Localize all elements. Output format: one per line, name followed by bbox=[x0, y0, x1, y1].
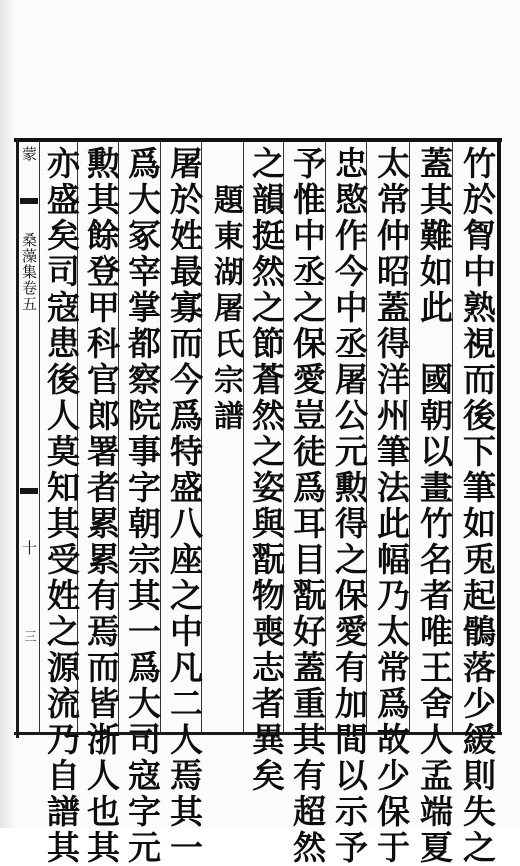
text-column-10: 勲其餘登甲科官郎署者累累有焉而皆浙人也其 bbox=[82, 146, 121, 866]
fishtail-mark-lower bbox=[20, 488, 38, 494]
margin-top-char: 蒙 bbox=[20, 146, 38, 162]
text-column-8: 屠於姓最寡而今爲特盛八座之中凡二人焉其一 bbox=[165, 146, 204, 866]
margin-bottom-char: 十 bbox=[20, 540, 38, 556]
page-gutter-shadow bbox=[0, 0, 16, 828]
text-column-11: 亦盛矣司寇患後人莫知其受姓之源流乃自譜其 bbox=[42, 146, 81, 866]
text-column-4: 忠愍作今中丞屠公元勲得之保愛有加間以示予 bbox=[330, 146, 369, 866]
text-column-9: 爲大冢宰掌都察院事字朝宗其一爲大司寇字元 bbox=[123, 146, 162, 866]
margin-section-title: 桑藻集卷五 bbox=[20, 232, 38, 312]
frame-right-border bbox=[497, 138, 501, 734]
text-column-2: 蓋其難如此 國朝以畫竹名者唯王舍人孟端夏 bbox=[415, 146, 454, 866]
text-column-3: 太常仲昭蓋得洋州筆法此幅乃太常爲故少保于 bbox=[372, 146, 411, 866]
page-number-mark: 三 bbox=[23, 630, 37, 642]
text-column-1: 竹於胷中熟視而後下筆如兎起鶻落少緩則失之 bbox=[458, 146, 497, 866]
column-rule bbox=[243, 142, 244, 732]
fold-margin-rule bbox=[39, 142, 40, 732]
section-heading: 題東湖屠氏宗譜 bbox=[208, 184, 243, 436]
fold-margin bbox=[19, 142, 39, 732]
fishtail-mark-upper bbox=[20, 198, 38, 204]
frame-top-border bbox=[14, 138, 502, 142]
text-column-5: 予惟中丞之保愛豈徒爲耳目翫好蓋重其有超然 bbox=[288, 146, 327, 866]
text-column-6: 之韻挺然之節蒼然之姿與翫物喪志者異矣 bbox=[247, 146, 286, 794]
